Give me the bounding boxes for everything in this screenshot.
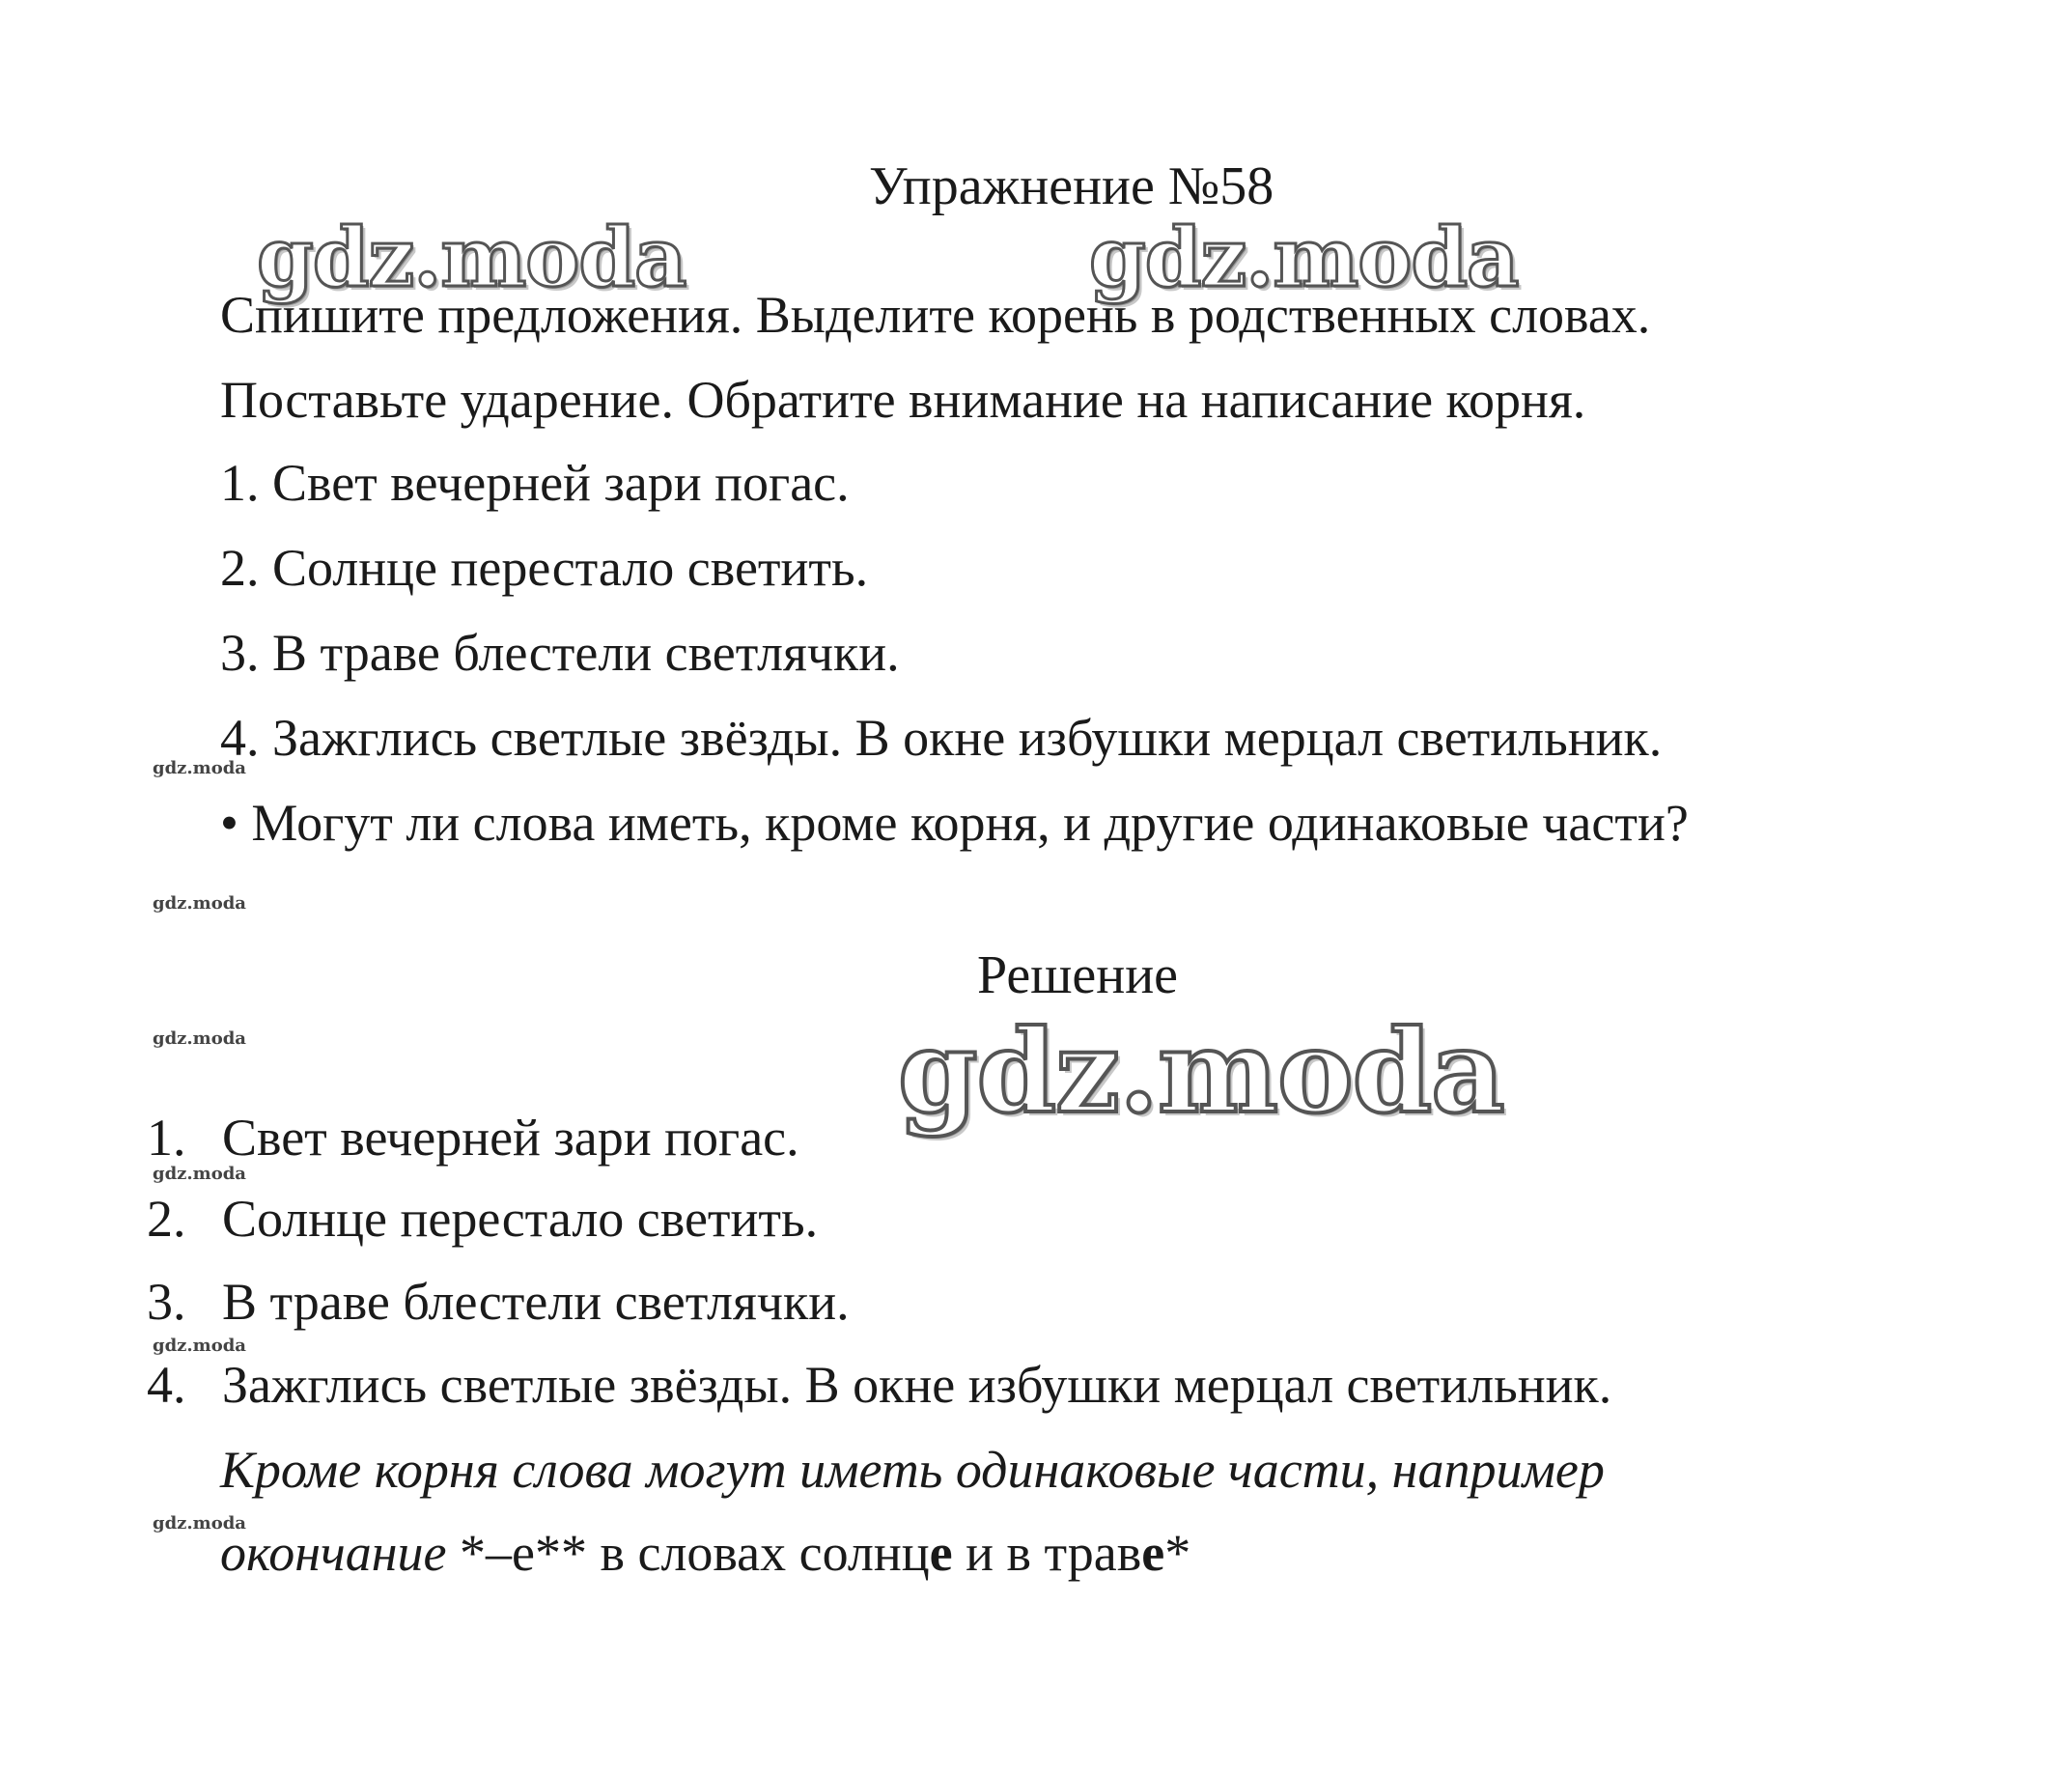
solution-item-number: 4. [147, 1356, 186, 1414]
answer-line [220, 1524, 1190, 1582]
watermark-small: gdz.moda [153, 758, 246, 778]
watermark-small: gdz.moda [153, 1028, 246, 1049]
watermark-logo: gdz.moda [257, 210, 686, 305]
answer-text: *–е** в словах солнц [446, 1524, 930, 1582]
solution-item-text: Зажглись светлые звёзды. В окне избушки мерцал светильник. [222, 1356, 1612, 1414]
solution-item-number: 3. [147, 1273, 186, 1331]
exercise-title: Упражнение №58 [869, 156, 1274, 216]
solution-item-text: В траве блестели светлячки. [222, 1273, 850, 1331]
exercise-item: 4. Зажглись светлые звёзды. В окне избушки мерцал светильник. [220, 709, 1663, 767]
answer-line: Кроме корня слова могут иметь одинаковые части, например [220, 1441, 1605, 1499]
instruction-line: Спишите предложения. Выделите корень в родственных словах. [220, 286, 1651, 344]
watermark-logo: gdz.moda [898, 1004, 1504, 1139]
watermark-small: gdz.moda [153, 1513, 246, 1534]
exercise-item: 2. Солнце перестало светить. [220, 539, 869, 597]
answer-ending-highlight: е [929, 1524, 953, 1582]
solution-item [147, 1356, 1611, 1414]
solution-item [147, 1273, 850, 1331]
watermark-small: gdz.moda [153, 1336, 246, 1356]
exercise-item: 1. Свет вечерней зари погас. [220, 454, 850, 512]
answer-text: * [1164, 1524, 1191, 1582]
exercise-question: • Могут ли слова иметь, кроме корня, и другие одинаковые части? [220, 794, 1689, 852]
solution-item [147, 1109, 799, 1167]
watermark-small: gdz.moda [153, 1164, 246, 1184]
watermark-logo: gdz.moda [1089, 210, 1519, 305]
watermark-small: gdz.moda [153, 893, 246, 914]
solution-item-number: 2. [147, 1190, 186, 1248]
solution-item-text: Свет вечерней зари погас. [222, 1109, 799, 1167]
answer-ending-highlight: е [1141, 1524, 1165, 1582]
solution-item-number: 1. [147, 1109, 186, 1167]
solution-item-text: Солнце перестало светить. [222, 1190, 819, 1248]
instruction-line: Поставьте ударение. Обратите внимание на написание корня. [220, 371, 1586, 429]
solution-item [147, 1190, 818, 1248]
solution-title: Решение [977, 945, 1179, 1005]
answer-italic-word: окончание [220, 1524, 447, 1582]
answer-text: и в трав [952, 1524, 1142, 1582]
exercise-item: 3. В траве блестели светлячки. [220, 624, 900, 682]
